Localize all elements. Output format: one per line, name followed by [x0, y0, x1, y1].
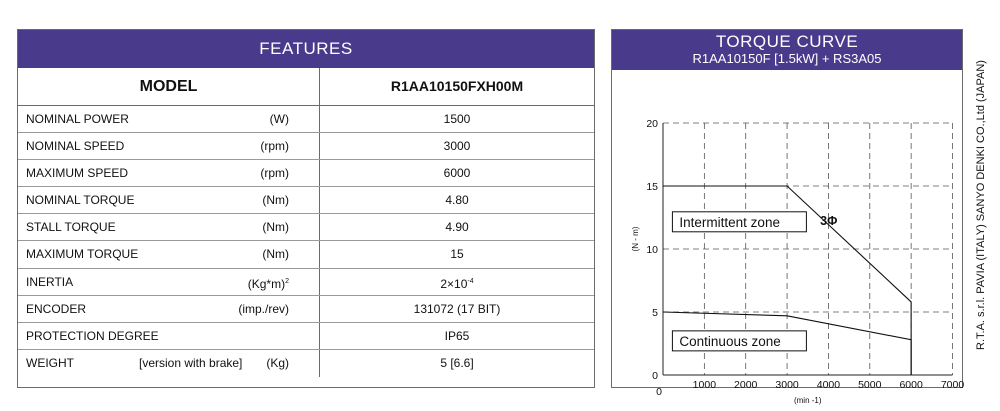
- row-label: NOMINAL TORQUE: [26, 193, 135, 208]
- row-value: 4.80: [445, 193, 469, 208]
- value-base: 2×10: [440, 276, 468, 291]
- torque-chart: [612, 71, 965, 405]
- x-tick-label: 2000: [734, 379, 758, 391]
- row-label: MAXIMUM SPEED: [26, 166, 129, 181]
- row-unit: (rpm): [260, 166, 289, 181]
- torque-curve-panel: [611, 29, 965, 405]
- row-value: 3000: [443, 139, 471, 154]
- row-extra: [version with brake]: [139, 355, 243, 370]
- zone-label: Continuous zone: [679, 333, 781, 349]
- row-value: 6000: [443, 166, 471, 181]
- phase-annotation: 3Φ: [820, 214, 838, 229]
- value-exponent: -4: [467, 277, 474, 285]
- table-row: [18, 323, 594, 350]
- y-axis-label: (N - m): [631, 226, 640, 252]
- row-label: WEIGHT: [26, 355, 74, 370]
- row-value: 5 [6.6]: [440, 355, 474, 370]
- zone-label: Intermittent zone: [679, 214, 780, 230]
- y-tick-label: 5: [652, 307, 658, 319]
- row-unit: [248, 269, 289, 297]
- row-label: MAXIMUM TORQUE: [26, 247, 139, 262]
- table-row: [18, 350, 594, 377]
- model-row: [18, 68, 594, 106]
- features-table: [18, 106, 594, 377]
- table-row: [18, 269, 594, 296]
- unit-base: (Kg*m): [247, 276, 286, 291]
- table-row: [18, 214, 594, 241]
- row-unit: (Nm): [262, 193, 289, 208]
- row-label: PROTECTION DEGREE: [26, 328, 159, 343]
- x-tick-label: 0: [656, 386, 662, 398]
- x-tick-label: 3000: [775, 379, 799, 391]
- row-value: 131072 (17 BIT): [413, 301, 501, 316]
- model-value: R1AA10150FXH00M: [390, 78, 524, 94]
- y-tick-label: 15: [646, 181, 658, 193]
- row-label: NOMINAL POWER: [26, 112, 129, 126]
- y-tick-label: 20: [646, 118, 658, 130]
- x-tick-label: 6000: [899, 379, 923, 391]
- row-unit: (rpm): [260, 139, 289, 154]
- table-row: [18, 133, 594, 160]
- row-value: 4.90: [445, 220, 469, 235]
- row-value: IP65: [444, 328, 470, 343]
- row-label: STALL TORQUE: [26, 220, 116, 235]
- y-tick-label: 10: [646, 244, 658, 256]
- x-axis-label: (min -1): [793, 396, 822, 405]
- x-tick-label: 4000: [816, 379, 841, 391]
- row-unit: (Kg): [266, 355, 289, 370]
- company-note: R.T.A. s.r.l. PAVIA (ITALY) SANYO DENKI CO.,Ltd (JAPAN): [975, 60, 987, 350]
- row-unit: (W): [269, 112, 289, 126]
- model-label: MODEL: [139, 78, 198, 95]
- torque-subtitle: R1AA10150F [1.5kW] + RS3A05: [692, 51, 882, 66]
- table-row: [18, 187, 594, 214]
- x-tick-label: 1000: [692, 379, 717, 391]
- row-label: ENCODER: [26, 301, 87, 316]
- row-value: 1500: [443, 112, 471, 126]
- row-label: NOMINAL SPEED: [26, 139, 125, 154]
- unit-exponent: 2: [285, 277, 289, 285]
- features-title: FEATURES: [18, 30, 594, 68]
- row-unit: (imp./rev): [238, 301, 289, 316]
- row-unit: (Nm): [262, 220, 289, 235]
- row-value: [320, 269, 594, 297]
- row-label: INERTIA: [26, 274, 74, 289]
- row-value: 15: [450, 247, 464, 262]
- table-row: [18, 106, 594, 133]
- x-tick-label: 7000: [940, 379, 965, 391]
- table-row: [18, 241, 594, 268]
- x-tick-label: 5000: [858, 379, 882, 391]
- torque-title-band: [612, 30, 962, 70]
- table-row: [18, 160, 594, 187]
- torque-title: TORQUE CURVE: [715, 32, 859, 51]
- features-panel: [17, 29, 595, 388]
- row-unit: (Nm): [262, 247, 289, 262]
- table-row: [18, 296, 594, 323]
- y-tick-label: 0: [652, 370, 658, 382]
